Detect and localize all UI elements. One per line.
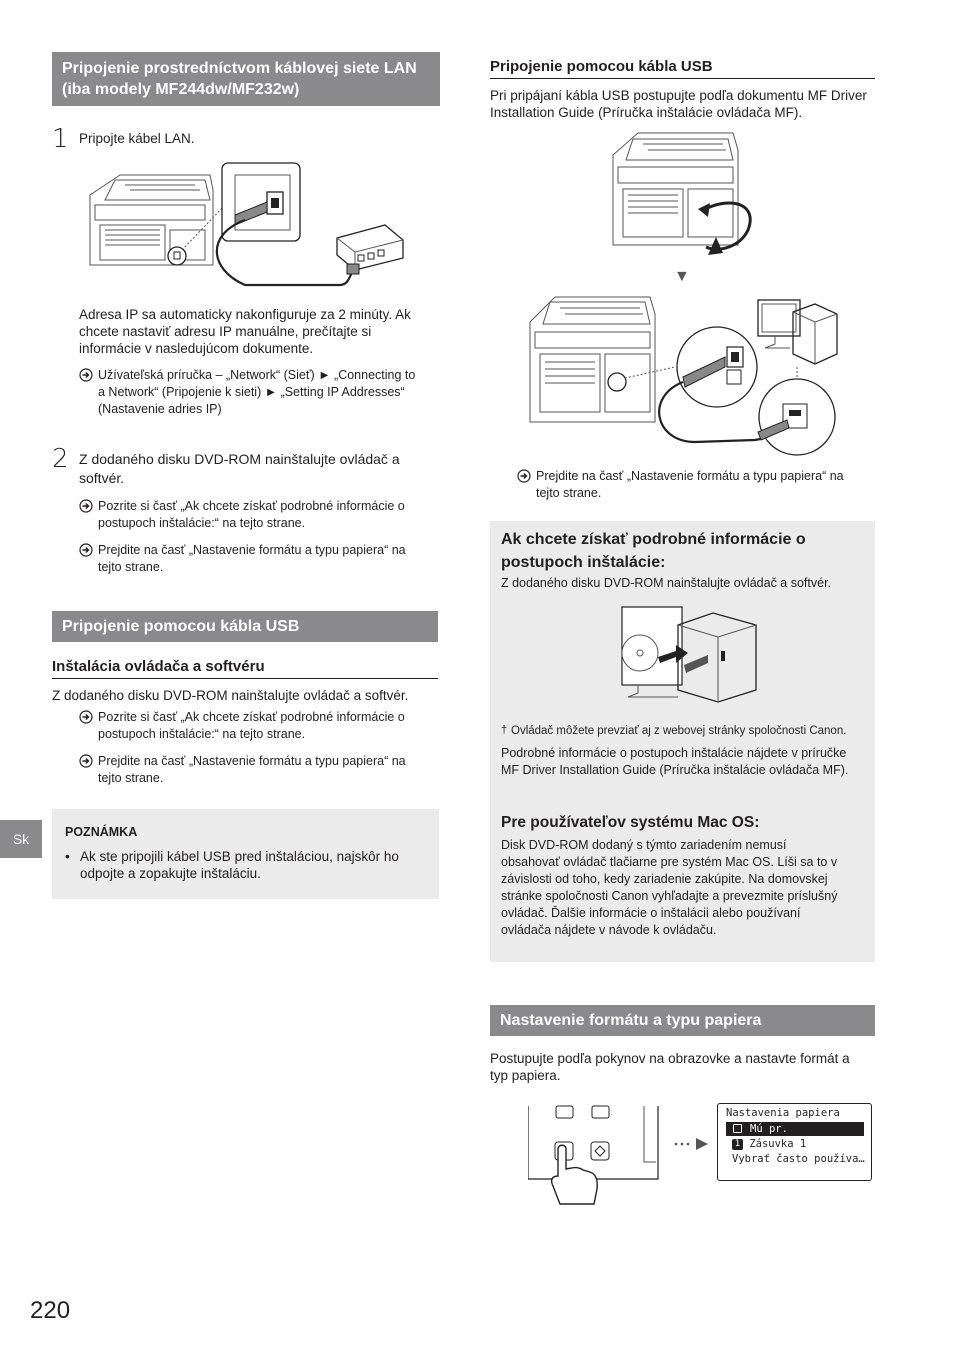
reference-paper-2[interactable]: [79, 753, 424, 787]
reference-details-1-text: Pozrite si časť „Ak chcete získať podrobné informácie o postupoch inštalácie:“ na tejto strane.: [98, 499, 405, 530]
reference-arrow-icon: [79, 710, 93, 724]
page-number: 220: [30, 1297, 71, 1324]
printer-rotate-illustration: [608, 125, 758, 260]
reference-paper-1-text: Prejdite na časť „Nastavenie formátu a typu papiera“ na tejto strane.: [98, 543, 406, 574]
note-box: [52, 809, 439, 899]
lcd-screen: [717, 1103, 872, 1181]
computer-dvd-illustration: [618, 605, 758, 705]
step-1-text: Pripojte kábel LAN.: [79, 131, 195, 146]
reference-network-text: Užívateľská príručka – „Network“ (Sieť) ► „Connecting to a Network“ (Pripojenie k sieti) ► „Setting IP Addresses“ (Nastavenie adries IP): [98, 368, 416, 416]
reference-paper-3[interactable]: [517, 468, 862, 502]
section-header-usb: Pripojenie pomocou kábla USB: [52, 611, 438, 642]
ip-address-text: Adresa IP sa automaticky nakonfiguruje za 2 minúty. Ak chcete nastaviť adresu IP manuálne, prečítajte si informácie v nasledujúcom dokumente.: [79, 307, 411, 356]
step-2-text: Z dodaného disku DVD-ROM nainštalujte ovládač a softvér.: [79, 451, 400, 486]
note-bullet: •: [65, 849, 70, 864]
lcd-item-1-text: Mú pr.: [750, 1123, 788, 1135]
reference-network[interactable]: [79, 367, 424, 418]
reference-arrow-icon: [79, 543, 93, 557]
note-title: POZNÁMKA: [65, 825, 138, 839]
install-text: Z dodaného disku DVD-ROM nainštalujte ovládač a softvér.: [52, 688, 409, 703]
lcd-item-3[interactable]: Vybrať často používa…: [732, 1153, 865, 1165]
mac-title: Pre používateľov systému Mac OS:: [501, 814, 760, 831]
lcd-item-selected[interactable]: [726, 1122, 864, 1136]
lcd-item-2[interactable]: [732, 1137, 806, 1152]
reference-arrow-icon: [517, 469, 531, 483]
language-tab: Sk: [0, 820, 42, 858]
mac-text: Disk DVD-ROM dodaný s týmto zariadením nemusí obsahovať ovládač tlačiarne pre systém Mac OS. Líši sa to v závislosti od toho, kedy zariadenie zakúpite. Na domovskej stránke spoločnosti Canon vyhľadajte a prevezmite príslušný ovládač. Ďalšie informácie o inštalácii alebo používaní ovládača nájdete v návode k ovládaču.: [501, 838, 838, 937]
reference-details-2[interactable]: [79, 709, 424, 743]
reference-details-1[interactable]: [79, 498, 424, 532]
dagger-mark: †: [501, 724, 508, 736]
reference-arrow-icon: [79, 754, 93, 768]
step-number-2: 2: [52, 444, 69, 474]
usb-subheading: Pripojenie pomocou kábla USB: [490, 58, 875, 79]
paper-text: Postupujte podľa pokynov na obrazovke a nastavte formát a typ papiera.: [490, 1051, 850, 1083]
lan-connection-illustration: [85, 160, 415, 300]
reference-paper-1[interactable]: [79, 542, 424, 576]
paper-menu-icon: [733, 1124, 742, 1133]
usb-connection-illustration: [525, 292, 870, 460]
note-text: Ak ste pripojili kábel USB pred inštaláciou, najskôr ho odpojte a zopakujte inštaláciu.: [80, 849, 399, 881]
install-details-text: Z dodaného disku DVD-ROM nainštalujte ovládač a softvér.: [501, 576, 832, 590]
install-subheading: Inštalácia ovládača a softvéru: [52, 658, 438, 679]
reference-details-2-text: Pozrite si časť „Ak chcete získať podrobné informácie o postupoch inštalácie:“ na tejto strane.: [98, 710, 405, 741]
control-panel-illustration: [528, 1104, 718, 1206]
install-details-title: Ak chcete získať podrobné informácie o postupoch inštalácie:: [501, 531, 806, 571]
section-header-paper: Nastavenie formátu a typu papiera: [490, 1005, 875, 1036]
step-arrow: ▼: [674, 268, 690, 285]
reference-paper-3-text: Prejdite na časť „Nastavenie formátu a typu papiera“ na tejto strane.: [536, 469, 844, 500]
lcd-item-2-text: Zásuvka 1: [749, 1138, 807, 1150]
lcd-title: Nastavenia papiera: [726, 1107, 840, 1119]
section-header-lan: Pripojenie prostredníctvom káblovej siete LAN (iba modely MF244dw/MF232w): [52, 52, 440, 106]
reference-arrow-icon: [79, 499, 93, 513]
drawer-number-icon: 1: [732, 1139, 743, 1150]
install-details-box: [490, 521, 875, 962]
guide-text: Podrobné informácie o postupoch inštalácie nájdete v príručke MF Driver Installation Guide (Príručka inštalácie ovládača MF).: [501, 746, 849, 777]
reference-arrow-icon: [79, 368, 93, 382]
step-number-1: 1: [52, 124, 69, 154]
dagger-text: Ovládač môžete prevziať aj z webovej stránky spoločnosti Canon.: [511, 725, 847, 737]
reference-paper-2-text: Prejdite na časť „Nastavenie formátu a typu papiera“ na tejto strane.: [98, 754, 406, 785]
usb-text: Pri pripájaní kábla USB postupujte podľa dokumentu MF Driver Installation Guide (Príručka inštalácie ovládača MF).: [490, 88, 867, 120]
